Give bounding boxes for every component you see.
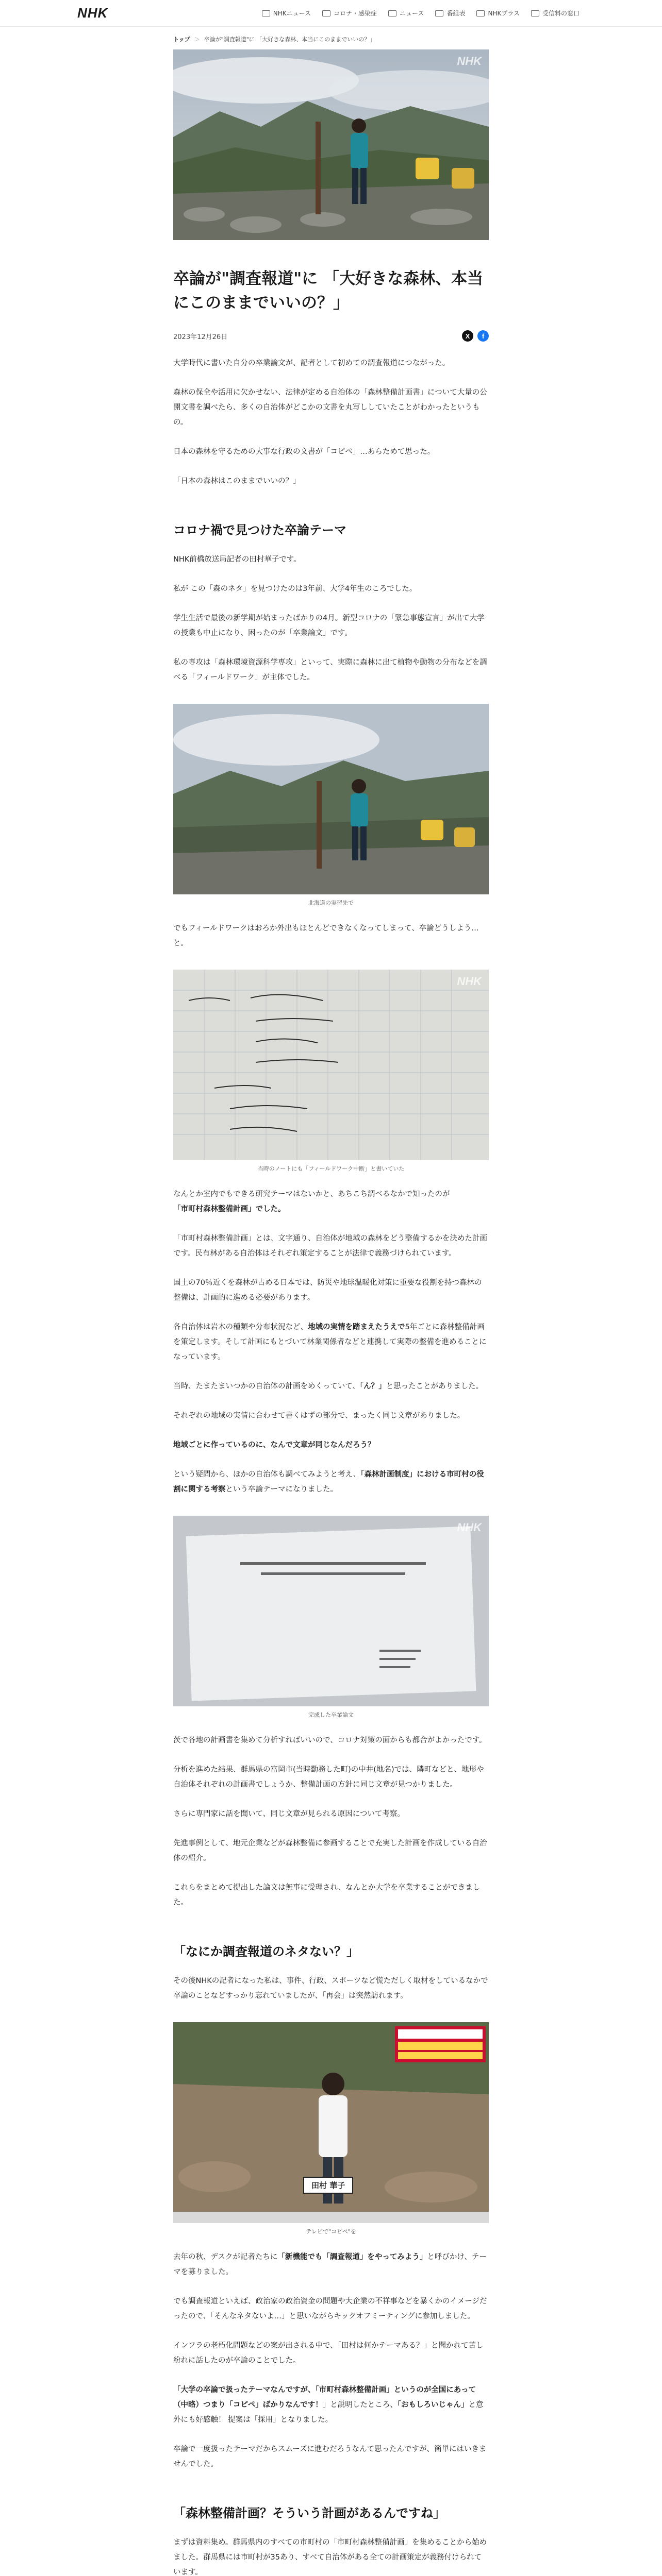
paragraph: なんとか室内でもできる研究テーマはないかと、あちこち調べるなかで知ったのが 「市町村森林整備計画」でした。 — [173, 1190, 450, 1213]
section-heading: 「森林整備計画？そういう計画があるんですね」 — [173, 2506, 445, 2520]
image-caption: 当時のノートにも「フィールドワーク中断」と書いていた — [257, 1165, 405, 1172]
article-image — [173, 704, 489, 894]
paragraph: 分析を進めた結果、群馬県の富岡市(当時勤務した町)の中井(地名)では、隣町などと、地形や自治体それぞれの計画書でしょうか、整備計画の方針に同じ文章が見つかりました。 — [173, 1766, 484, 1789]
paragraph: 各自治体は岩木の種類や分布状況など、地域の実情を踏まえたうえで5年ごとに森林整備計画を策定します。そして計画にもとづいて林業関係者などと連携して実際の整備を進めることになっています。 — [173, 1323, 487, 1361]
article-image — [173, 1516, 489, 1706]
paragraph: 先進事例として、地元企業などが森林整備に参画することで充実した計画を作成している自治体の紹介。 — [173, 1839, 487, 1862]
nav-item-news[interactable]: NHKニュース — [262, 9, 311, 18]
nhk-watermark: NHK — [457, 975, 482, 988]
facebook-share-icon[interactable]: f — [477, 330, 489, 342]
mountain-photo — [173, 49, 489, 240]
site-header — [0, 0, 662, 27]
nav-item-plus[interactable]: NHKプラス — [476, 9, 520, 18]
paragraph: 茨で各地の計画書を集めて分析すればいいので、コロナ対策の面からも都合がよかったです。 — [173, 1736, 487, 1744]
article-image — [173, 970, 489, 1160]
breadcrumb-separator: ＞ — [194, 36, 200, 43]
paragraph: という疑問から、ほかの自治体も調べてみようと考え、「森林計画制度」における市町村の役割に関する考察という卒論テーマになりました。 — [173, 1470, 484, 1494]
nav-item-schedule[interactable]: 番組表 — [435, 9, 465, 18]
nhk-watermark: NHK — [457, 2027, 482, 2040]
image-caption: テレビで"コピペ"を — [306, 2228, 356, 2235]
paragraph: 大学時代に書いた自分の卒業論文が、記者として初めての調査報道につながった。 — [173, 359, 450, 367]
nhk-logo[interactable]: NHK — [77, 5, 108, 21]
paragraph: 「大学の卒論で扱ったテーマなんですが、「市町村森林整備計画」というのが全国にあって（中略）つまり「コピペ」ばかりなんです！」と説明したところ、「おもしろいじゃん」と意外にも好感触！ 提案は「採用」となりました。 — [173, 2386, 484, 2424]
nhk-watermark: NHK — [457, 55, 482, 67]
paragraph: これらをまとめて提出した論文は無事に受理され、なんとか大学を卒業することができました。 — [173, 1884, 481, 1907]
paragraph: 学生生活で最後の新学期が始まったばかりの4月。新型コロナの「緊急事態宣言」が出て大学の授業も中止になり、困ったのが「卒業論文」です。 — [173, 614, 485, 637]
article-image — [173, 2022, 489, 2223]
paragraph: さらに専門家に話を聞いて、同じ文章が見られる原因について考察。 — [173, 1810, 405, 1818]
section-heading: コロナ禍で見つけた卒論テーマ — [173, 523, 346, 537]
section-heading: 「なにか調査報道のネタない？」 — [173, 1944, 359, 1959]
paragraph: 地域ごとに作っているのに、なんで文章が同じなんだろう？ — [173, 1441, 375, 1449]
tv-icon — [262, 10, 270, 16]
receipt-icon — [531, 10, 539, 16]
newspaper-icon — [388, 10, 396, 16]
paragraph: 「日本の森林はこのままでいいの？」 — [173, 477, 301, 485]
calendar-icon — [435, 10, 443, 16]
nav-item-corona[interactable]: コロナ・感染症 — [322, 9, 377, 18]
image-caption: 完成した卒業論文 — [308, 1711, 354, 1718]
paragraph: 卒論で一度扱ったテーマだからスムーズに進むだろうなんて思ったんですが、簡単にはいきませんでした。 — [173, 2445, 487, 2468]
nav-item-fee[interactable]: 受信料の窓口 — [531, 9, 580, 18]
breadcrumb-current: 卒論が"調査報道"に 「大好きな森林、本当にこのままでいいの？」 — [204, 36, 376, 43]
breadcrumb — [173, 35, 489, 43]
paragraph: 森林の保全や活用に欠かせない、法律が定める自治体の「森林整備計画書」について大量の公開文書を調べたら、多くの自治体がどこかの文書を丸写ししていたことがわかったというもの。 — [173, 388, 487, 427]
breadcrumb-home[interactable]: トップ — [173, 36, 190, 43]
paragraph: 私の専攻は「森林環境資源科学専攻」といって、実際に森林に出て植物や動物の分布などを調べる「フィールドワーク」が主体でした。 — [173, 658, 487, 682]
top-nav — [262, 9, 580, 18]
paragraph: インフラの老朽化問題などの案が出される中で、「田村は何かテーマある？」と聞かれて苦し紛れに話したのが卒論のことでした。 — [173, 2342, 484, 2365]
nav-item-news2[interactable]: ニュース — [388, 9, 424, 18]
paragraph: 日本の森林を守るための大事な行政の文書が「コピペ」…あらためて思った。 — [173, 448, 435, 456]
paragraph: まずは資料集め。群馬県内のすべての市町村の「市町村森林整備計画」を集めることから始めました。群馬県には市町村が35あり、すべて自治体がある全ての計画策定が義務付けられています。 — [173, 2538, 487, 2576]
article — [173, 49, 489, 2576]
paragraph: その後NHKの記者になった私は、事件、行政、スポーツなど慌ただしく取材をしているなかで卒論のことなどすっかり忘れていましたが、「再会」は突然訪れます。 — [173, 1977, 488, 2000]
paragraph: 去年の秋、デスクが記者たちに「新機能でも「調査報道」をやってみよう」と呼びかけ、テーマを募りました。 — [173, 2253, 487, 2276]
paragraph: 「市町村森林整備計画」とは、文字通り、自治体が地域の森林をどう整備するかを決めた計画です。民有林がある自治体はそれぞれ策定することが法律で義務づけられています。 — [173, 1234, 487, 1258]
article-title: 卒論が"調査報道"に 「大好きな森林、本当にこのままでいいの？」 — [173, 269, 484, 312]
name-caption: 田村 華子 — [303, 2177, 353, 2194]
x-share-icon[interactable]: X — [462, 330, 473, 342]
image-caption: 北海道の実習先で — [308, 900, 354, 906]
hero-image — [173, 49, 489, 240]
thesis-cover-photo — [173, 1516, 489, 1706]
publish-date: 2023年12月26日 — [173, 333, 228, 341]
paragraph: 国土の70％近くを森林が占める日本では、防災や地球温暖化対策に重要な役割を持つ森林の整備は、計画的に進める必要があります。 — [173, 1279, 482, 1302]
article-meta — [173, 330, 489, 342]
play-icon — [476, 10, 485, 16]
paragraph: それぞれの地域の実情に合わせて書くはずの部分で、まったく同じ文章がありました。 — [173, 1412, 465, 1420]
paragraph: でもフィールドワークはおろか外出もほとんどできなくなってしまって、卒論どうしよう…と。 — [173, 924, 479, 947]
nhk-watermark: NHK — [457, 1521, 482, 1534]
paragraph: NHK前橋放送局記者の田村華子です。 — [173, 555, 301, 564]
paragraph: 私が この「森のネタ」を見つけたのは3年前、大学4年生のころでした。 — [173, 585, 417, 593]
notebook-photo — [173, 970, 489, 1160]
paragraph: でも調査報道といえば、政治家の政治資金の問題や大企業の不祥事などを暴くかのイメージだったので、「そんなネタないよ…」と思いながらキックオフミーティングに参加しました。 — [173, 2297, 487, 2320]
virus-icon — [322, 10, 330, 16]
paragraph: 当時、たまたまいつかの自治体の計画をめくっていて、「ん？」と思ったことがありました。 — [173, 1382, 484, 1391]
mountain-photo — [173, 704, 489, 894]
share-buttons — [462, 330, 489, 342]
